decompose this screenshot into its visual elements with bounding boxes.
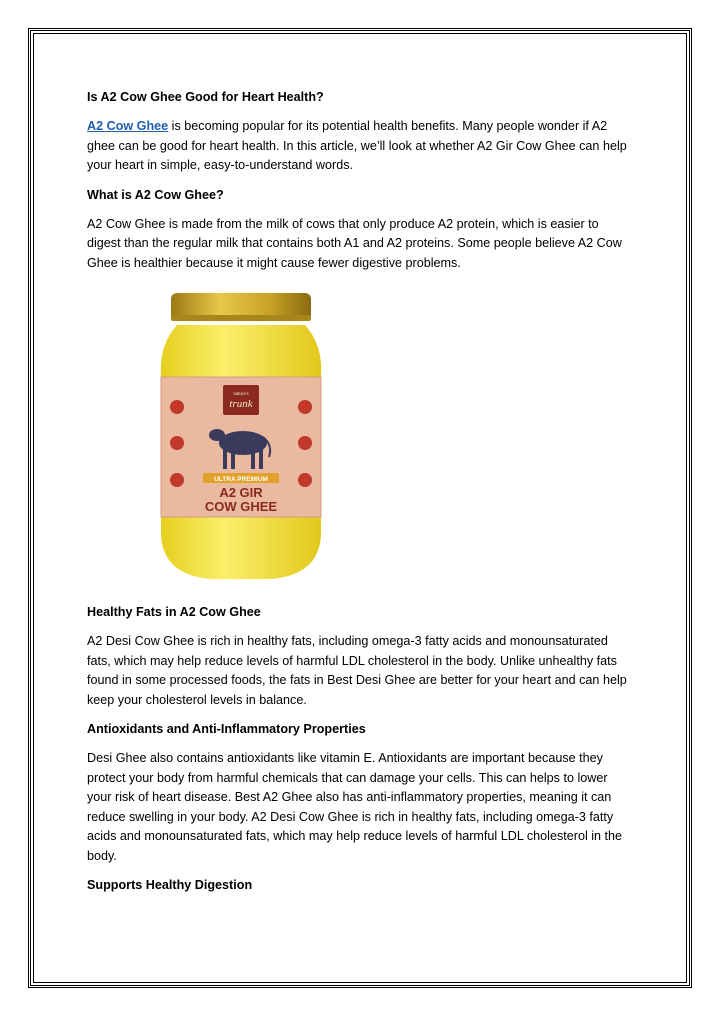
a2-cow-ghee-link[interactable]: A2 Cow Ghee — [87, 119, 169, 133]
section-text-what-is: A2 Cow Ghee is made from the milk of cows that only produce A2 protein, which is easier to digest than the regular milk that contains both A1 and A2 proteins. Some people believe A2 Cow Ghee is healthier because it might cause fewer digestive problems. — [87, 216, 622, 270]
intro-text: is becoming popular for its potential health benefits. Many people wonder if A2 ghee can be good for heart health. In this article, we’ll look at whether A2 Gir Cow Ghee can help your heart in simple, easy-to-understand words. — [87, 119, 627, 172]
section-heading-antioxidants: Antioxidants and Anti-Inflammatory Properties — [87, 722, 366, 736]
article — [87, 88, 635, 905]
article-title: Is A2 Cow Ghee Good for Heart Health? — [87, 90, 324, 104]
ghee-jar-illustration — [151, 285, 331, 585]
svg-text:trunk: trunk — [229, 398, 253, 410]
product-image — [151, 285, 331, 585]
section-heading-healthy-fats: Healthy Fats in A2 Cow Ghee — [87, 605, 261, 619]
section-heading-digestion: Supports Healthy Digestion — [87, 878, 253, 892]
svg-text:nature's: nature's — [233, 392, 249, 397]
section-text-antioxidants: Desi Ghee also contains antioxidants like vitamin E. Antioxidants are important because they protect your body from harmful chemicals that can damage your cells. This can helps to lower your risk of heart disease. Best A2 Ghee also has anti-inflammatory properties, meaning it can reduce swelling in your body. A2 Desi Cow Ghee is rich in healthy fats, including omega-3 fatty acids and monounsaturated fats, which may help reduce levels of harmful LDL cholesterol in the body. — [87, 751, 623, 863]
svg-text:COW GHEE: COW GHEE — [204, 499, 278, 514]
svg-text:A2 GIR: A2 GIR — [219, 485, 263, 500]
svg-text:ULTRA PREMIUM: ULTRA PREMIUM — [214, 476, 268, 483]
section-text-healthy-fats: A2 Desi Cow Ghee is rich in healthy fats, including omega-3 fatty acids and monounsaturated fats, which may help reduce levels of harmful LDL cholesterol in the body. Unlike unhealthy fats found in some processed foods, the fats in Best Desi Ghee are better for your heart and can help keep your cholesterol levels in balance. — [87, 634, 627, 707]
intro-paragraph — [87, 117, 635, 176]
section-heading-what-is: What is A2 Cow Ghee? — [87, 187, 224, 202]
